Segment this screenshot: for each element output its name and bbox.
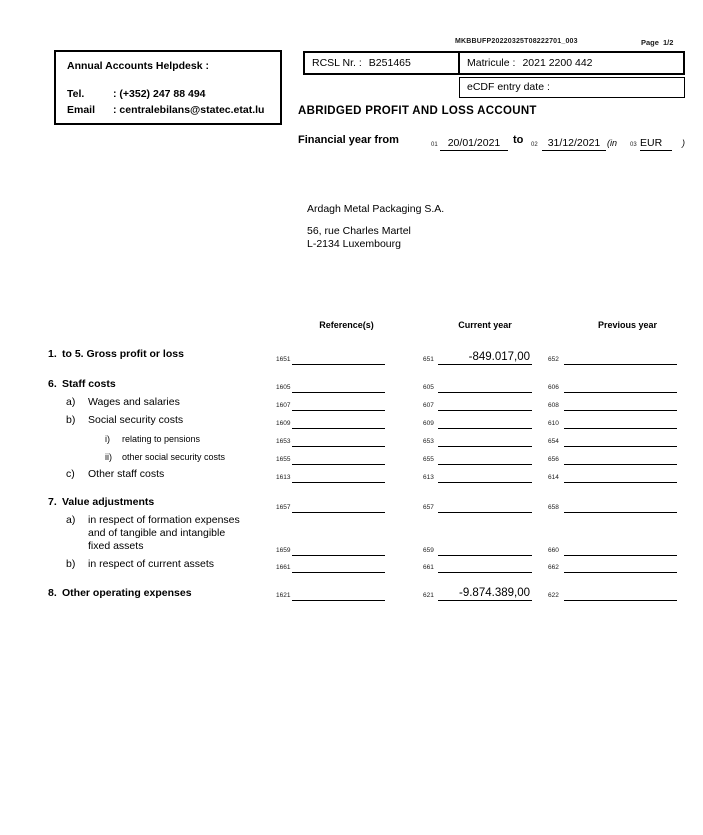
field-code-reference: 1651 — [276, 356, 291, 363]
row-number: b) — [66, 414, 76, 426]
field-code-current-year: 609 — [423, 420, 434, 427]
field-code-reference: 1607 — [276, 402, 291, 409]
row-label: in respect of current assets — [88, 558, 215, 570]
field-code-reference: 1655 — [276, 456, 291, 463]
row-label: Value adjustments — [62, 496, 155, 508]
field-line-previous-year — [564, 542, 677, 556]
row-label: to 5. Gross profit or loss — [62, 348, 184, 360]
field-code-previous-year: 660 — [548, 547, 559, 554]
field-code-previous-year: 610 — [548, 420, 559, 427]
row-number: 1. — [48, 348, 57, 360]
field-code-current-year: 621 — [423, 592, 434, 599]
field-code-current-year: 651 — [423, 356, 434, 363]
field-code-reference: 1653 — [276, 438, 291, 445]
field-line-previous-year — [564, 587, 677, 601]
field-line-reference — [292, 379, 385, 393]
financial-year-to-field: 31/12/2021 — [542, 137, 606, 151]
helpdesk-email-row — [67, 104, 264, 116]
field-code-current-year: 657 — [423, 504, 434, 511]
field-line-reference — [292, 415, 385, 429]
field-code-previous-year: 658 — [548, 504, 559, 511]
close-paren: ) — [682, 138, 685, 148]
currency-field: EUR — [640, 137, 672, 151]
matricule-label: Matricule : — [467, 57, 516, 69]
row-number: 7. — [48, 496, 57, 508]
company-address-line2: L-2134 Luxembourg — [307, 238, 401, 250]
row-number: c) — [66, 468, 75, 480]
field-line-reference — [292, 542, 385, 556]
field-code-previous-year: 662 — [548, 564, 559, 571]
field-code-current-year: 613 — [423, 474, 434, 481]
field-code-reference: 1659 — [276, 547, 291, 554]
row-label: Wages and salaries — [88, 396, 180, 408]
column-header-previous-year: Previous year — [597, 320, 658, 330]
field-line-previous-year — [564, 451, 677, 465]
tel-label: Tel. — [67, 88, 85, 100]
field-line-current-year — [438, 433, 532, 447]
row-number: 6. — [48, 378, 57, 390]
field-code-current-year: 605 — [423, 384, 434, 391]
row-label-line: fixed assets — [88, 540, 144, 552]
row-label: Other operating expenses — [62, 587, 192, 599]
field-code-reference: 1661 — [276, 564, 291, 571]
matricule-box — [458, 51, 685, 75]
row-number: 8. — [48, 587, 57, 599]
field-line-current-year — [438, 542, 532, 556]
field-line-previous-year — [564, 415, 677, 429]
field-line-previous-year — [564, 379, 677, 393]
field-line-previous-year — [564, 351, 677, 365]
helpdesk-title: Annual Accounts Helpdesk : — [67, 60, 209, 72]
financial-year-from-field: 20/01/2021 — [440, 137, 508, 151]
field-line-current-year — [438, 469, 532, 483]
field-line-previous-year — [564, 469, 677, 483]
field-code-current-year: 661 — [423, 564, 434, 571]
field-line-current-year — [438, 587, 532, 601]
field-line-reference — [292, 499, 385, 513]
ecdf-label: eCDF entry date : — [467, 81, 550, 93]
matricule-value: 2021 2200 442 — [522, 57, 593, 69]
field-code-previous-year: 656 — [548, 456, 559, 463]
row-label: other social security costs — [122, 452, 226, 462]
field-code-reference: 1621 — [276, 592, 291, 599]
document-code: MKBBUFP20220325T08222701_003 — [455, 38, 578, 45]
row-number: a) — [66, 396, 76, 408]
field-code-previous-year: 606 — [548, 384, 559, 391]
field-line-reference — [292, 351, 385, 365]
row-number: a) — [66, 514, 76, 526]
field-line-reference — [292, 433, 385, 447]
field-line-previous-year — [564, 433, 677, 447]
company-name: Ardagh Metal Packaging S.A. — [307, 203, 445, 215]
company-address-line1: 56, rue Charles Martel — [307, 225, 411, 237]
row-label: Staff costs — [62, 378, 116, 390]
field-code-previous-year: 622 — [548, 592, 559, 599]
field-value-current-year: -9.874.389,00 — [459, 587, 530, 599]
field-code-reference: 1605 — [276, 384, 291, 391]
field-line-current-year — [438, 415, 532, 429]
field-line-current-year — [438, 559, 532, 573]
field-code-current-year: 607 — [423, 402, 434, 409]
field-code-03: 03 — [630, 142, 637, 148]
field-line-current-year — [438, 397, 532, 411]
helpdesk-tel-row — [67, 88, 206, 100]
field-value-current-year: -849.017,00 — [468, 351, 530, 363]
field-code-previous-year: 654 — [548, 438, 559, 445]
row-number: b) — [66, 558, 76, 570]
in-label: (in — [607, 138, 618, 148]
helpdesk-box — [54, 50, 282, 125]
field-line-reference — [292, 559, 385, 573]
financial-year-label: Financial year from — [298, 134, 399, 146]
tel-value: : (+352) 247 88 494 — [113, 88, 206, 100]
row-label-line: and of tangible and intangible — [88, 527, 226, 539]
page-title: ABRIDGED PROFIT AND LOSS ACCOUNT — [298, 105, 537, 117]
field-line-previous-year — [564, 397, 677, 411]
row-label: relating to pensions — [122, 434, 201, 444]
column-header-current-year: Current year — [458, 320, 512, 330]
field-line-reference — [292, 469, 385, 483]
row-label: Social security costs — [88, 414, 184, 426]
field-line-current-year — [438, 379, 532, 393]
row-label — [88, 514, 240, 553]
field-code-previous-year: 614 — [548, 474, 559, 481]
rcsl-box — [303, 51, 460, 75]
rcsl-label: RCSL Nr. : — [312, 57, 362, 69]
row-number: ii) — [105, 452, 112, 462]
ecdf-entry-date-box — [459, 77, 685, 98]
email-value: : centralebilans@statec.etat.lu — [113, 104, 265, 116]
page-number — [641, 38, 677, 47]
field-code-previous-year: 608 — [548, 402, 559, 409]
field-code-02: 02 — [531, 142, 538, 148]
field-code-current-year: 659 — [423, 547, 434, 554]
email-label: Email — [67, 104, 96, 116]
field-line-reference — [292, 397, 385, 411]
field-line-current-year — [438, 351, 532, 365]
rcsl-value: B251465 — [368, 57, 411, 69]
field-code-reference: 1609 — [276, 420, 291, 427]
field-line-previous-year — [564, 559, 677, 573]
field-line-reference — [292, 451, 385, 465]
field-code-current-year: 653 — [423, 438, 434, 445]
row-number: i) — [105, 434, 110, 444]
field-code-previous-year: 652 — [548, 356, 559, 363]
page-label: Page — [641, 38, 659, 47]
field-line-reference — [292, 587, 385, 601]
column-header-reference: Reference(s) — [319, 320, 374, 330]
field-line-current-year — [438, 499, 532, 513]
row-label: Other staff costs — [88, 468, 165, 480]
field-code-reference: 1613 — [276, 474, 291, 481]
field-code-01: 01 — [431, 142, 438, 148]
field-line-previous-year — [564, 499, 677, 513]
field-code-current-year: 655 — [423, 456, 434, 463]
financial-year-to-label: to — [513, 134, 524, 146]
row-label-line: in respect of formation expenses — [88, 514, 240, 526]
field-code-reference: 1657 — [276, 504, 291, 511]
page-value: 1/2 — [662, 38, 674, 47]
field-line-current-year — [438, 451, 532, 465]
